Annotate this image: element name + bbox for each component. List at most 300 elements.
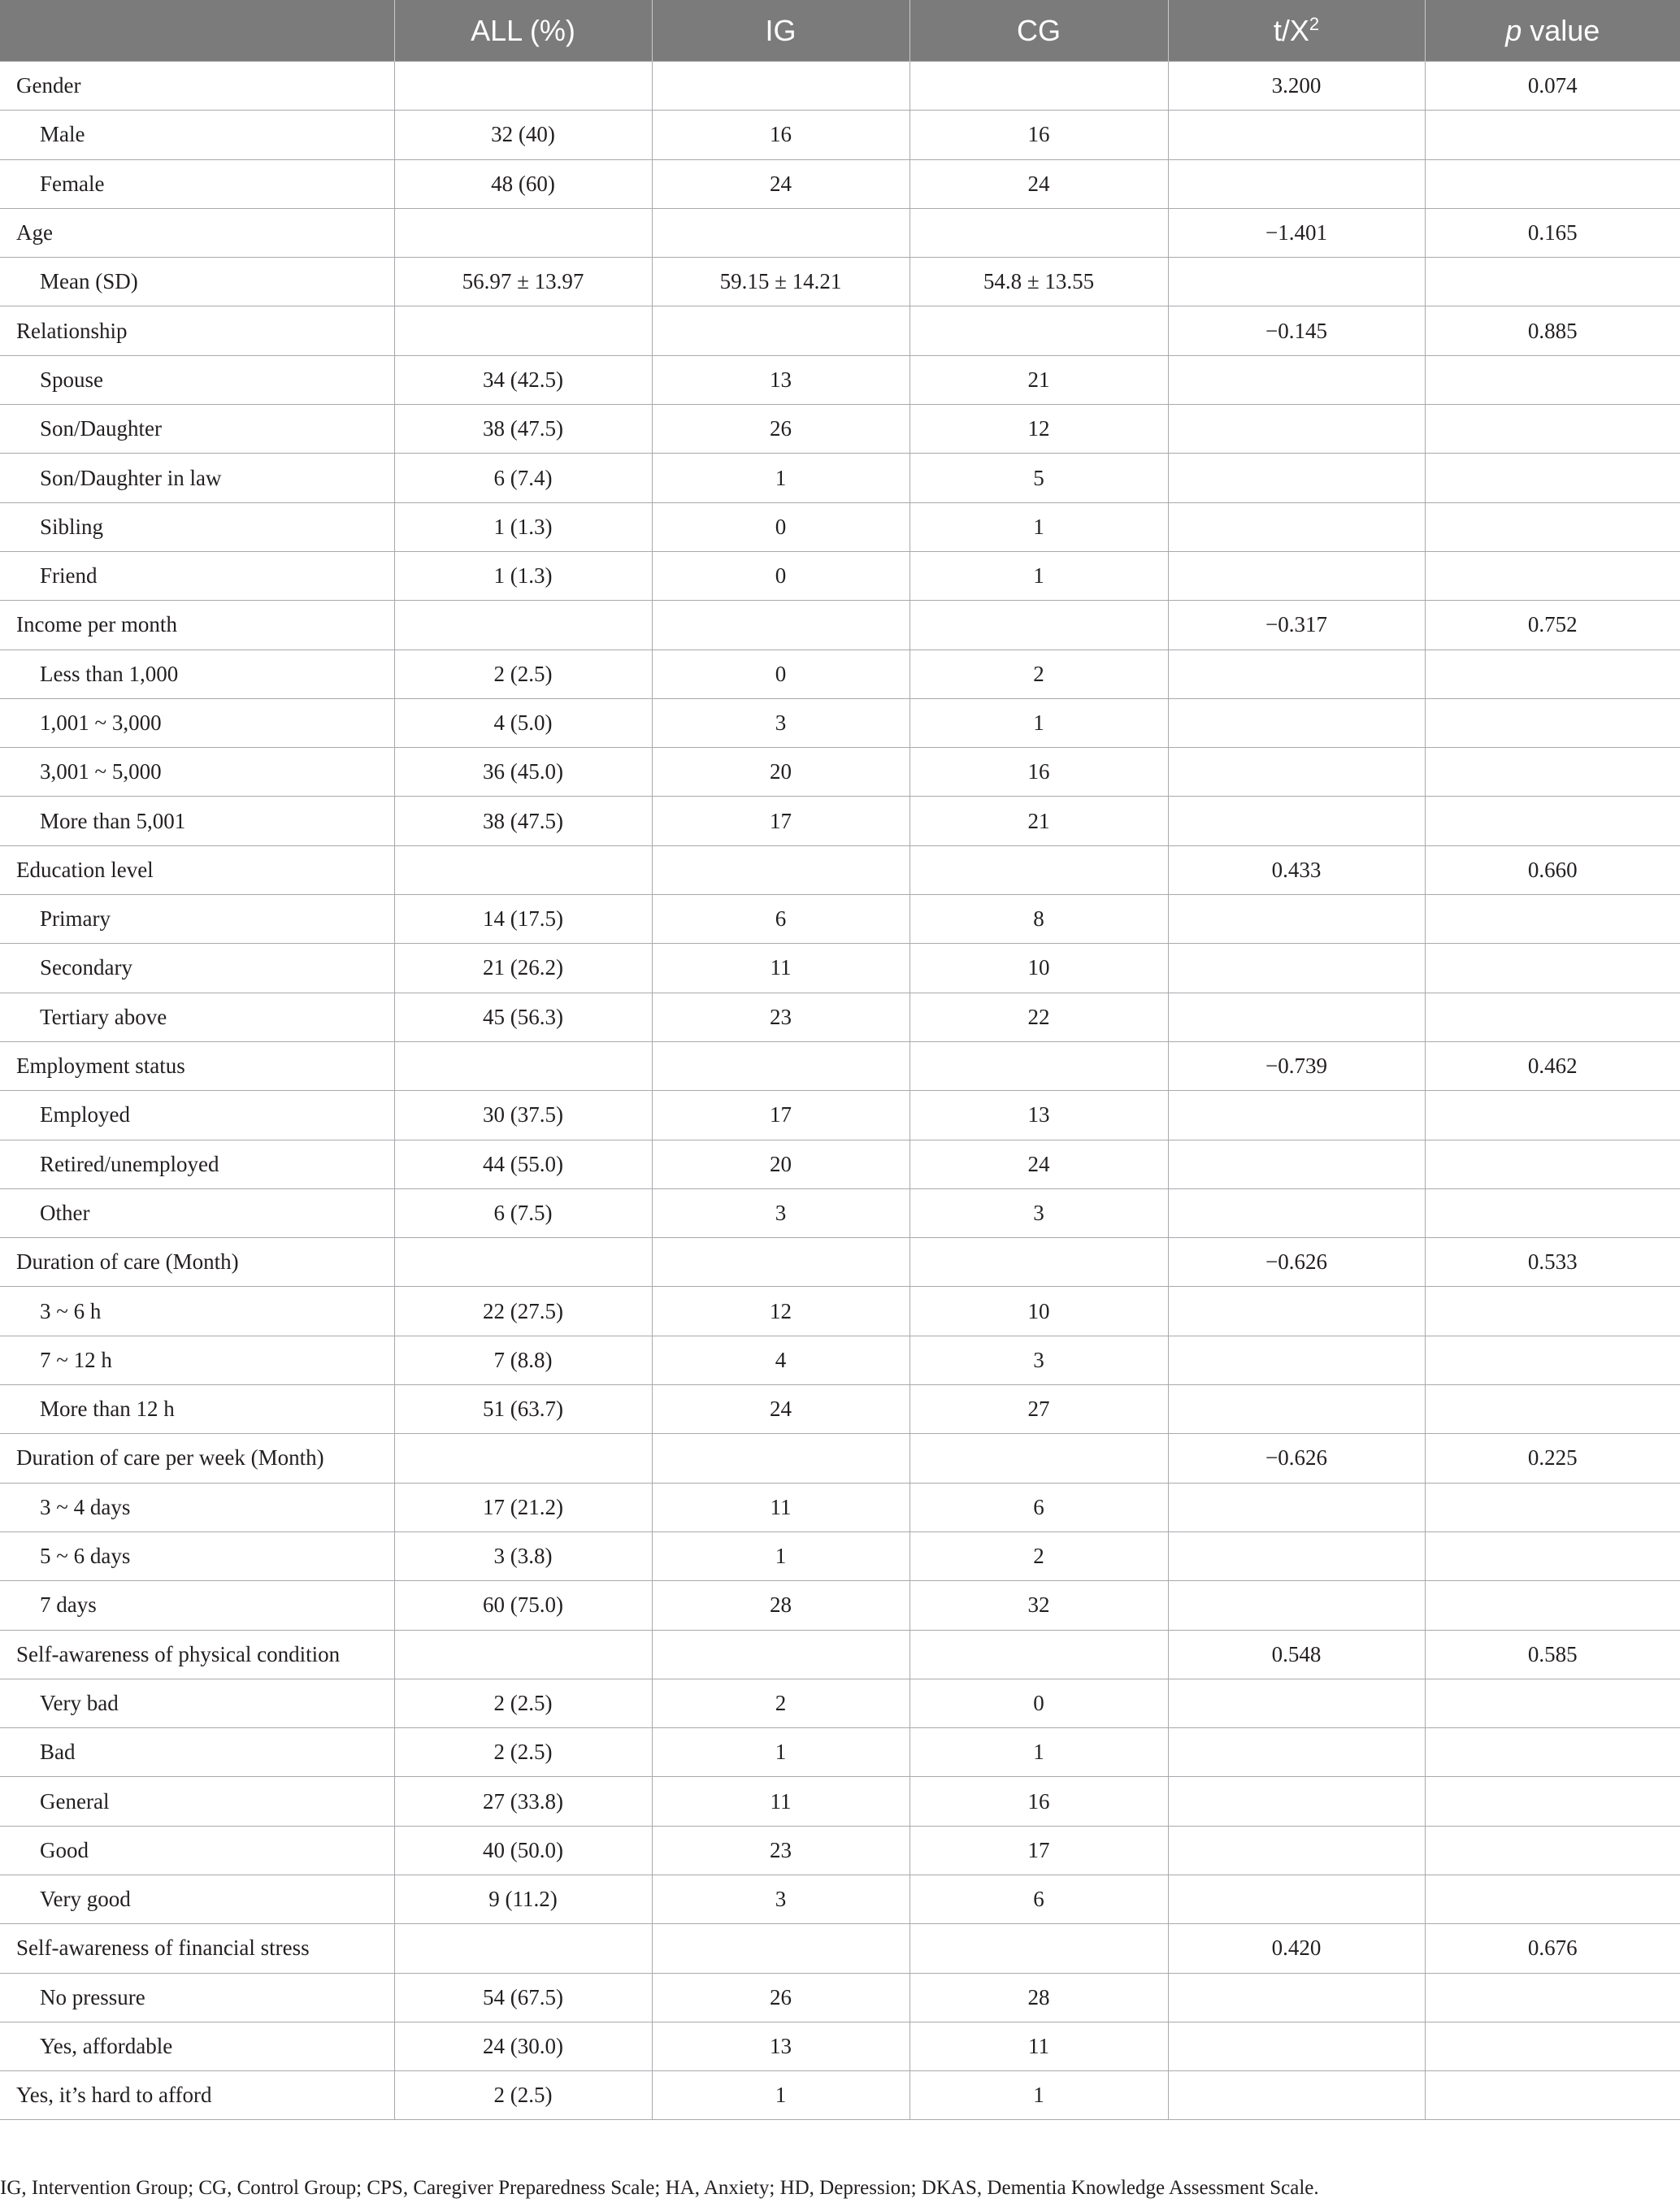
cell-p-value	[1425, 1483, 1680, 1531]
cell-test-statistic	[1168, 1336, 1425, 1384]
header-p-value	[1425, 0, 1680, 62]
table-row	[0, 62, 1680, 111]
cell-ig: 2	[652, 1679, 909, 1727]
cell-p-value	[1425, 258, 1680, 306]
cell-cg: 6	[909, 1483, 1168, 1531]
row-label: Other	[0, 1188, 394, 1237]
table-row	[0, 1188, 1680, 1237]
cell-cg: 54.8 ± 13.55	[909, 258, 1168, 306]
row-label: Income per month	[0, 601, 394, 650]
cell-all: 40 (50.0)	[394, 1826, 652, 1875]
row-label: Self-awareness of financial stress	[0, 1924, 394, 1973]
cell-all: 6 (7.5)	[394, 1188, 652, 1237]
row-label: Sibling	[0, 502, 394, 551]
cell-cg: 1	[909, 502, 1168, 551]
row-label: 3 ~ 4 days	[0, 1483, 394, 1531]
row-label: Good	[0, 1826, 394, 1875]
cell-all	[394, 1238, 652, 1287]
cell-all: 1 (1.3)	[394, 551, 652, 600]
cell-test-statistic: −0.739	[1168, 1041, 1425, 1090]
cell-p-value	[1425, 1777, 1680, 1826]
cell-test-statistic: −0.626	[1168, 1434, 1425, 1483]
cell-test-statistic	[1168, 1679, 1425, 1727]
header-test-statistic-base: t/X	[1273, 13, 1309, 47]
cell-cg: 17	[909, 1826, 1168, 1875]
cell-test-statistic	[1168, 2071, 1425, 2120]
cell-p-value	[1425, 1188, 1680, 1237]
row-label: 3 ~ 6 h	[0, 1287, 394, 1336]
table-row	[0, 1973, 1680, 2022]
cell-p-value	[1425, 1336, 1680, 1384]
cell-ig: 11	[652, 1777, 909, 1826]
row-label: Employment status	[0, 1041, 394, 1090]
cell-ig	[652, 845, 909, 894]
cell-ig: 23	[652, 1826, 909, 1875]
cell-cg: 28	[909, 1973, 1168, 2022]
cell-test-statistic	[1168, 944, 1425, 993]
cell-cg: 21	[909, 797, 1168, 845]
cell-p-value	[1425, 405, 1680, 454]
cell-ig: 1	[652, 1531, 909, 1580]
cell-ig: 1	[652, 1728, 909, 1777]
cell-all	[394, 306, 652, 355]
cell-cg	[909, 601, 1168, 650]
cell-ig	[652, 1041, 909, 1090]
table-row	[0, 1091, 1680, 1140]
cell-ig: 20	[652, 748, 909, 797]
cell-test-statistic	[1168, 1728, 1425, 1777]
row-label: Retired/unemployed	[0, 1140, 394, 1188]
cell-all: 38 (47.5)	[394, 405, 652, 454]
row-label: More than 12 h	[0, 1385, 394, 1434]
cell-test-statistic	[1168, 111, 1425, 159]
table-row	[0, 748, 1680, 797]
cell-ig: 3	[652, 698, 909, 747]
table-row	[0, 502, 1680, 551]
table-row	[0, 454, 1680, 502]
cell-ig: 23	[652, 993, 909, 1041]
cell-p-value	[1425, 454, 1680, 502]
cell-p-value: 0.225	[1425, 1434, 1680, 1483]
cell-all: 1 (1.3)	[394, 502, 652, 551]
cell-ig	[652, 306, 909, 355]
cell-p-value	[1425, 111, 1680, 159]
cell-cg: 24	[909, 159, 1168, 208]
cell-all	[394, 1434, 652, 1483]
table-row	[0, 1777, 1680, 1826]
cell-cg: 16	[909, 748, 1168, 797]
row-label: Male	[0, 111, 394, 159]
cell-test-statistic	[1168, 650, 1425, 698]
row-label: Yes, it’s hard to afford	[0, 2071, 394, 2120]
cell-p-value	[1425, 797, 1680, 845]
cell-ig: 1	[652, 2071, 909, 2120]
table-row	[0, 1875, 1680, 1923]
cell-all	[394, 62, 652, 111]
table-header	[0, 0, 1680, 62]
cell-p-value: 0.885	[1425, 306, 1680, 355]
cell-test-statistic	[1168, 698, 1425, 747]
cell-all: 30 (37.5)	[394, 1091, 652, 1140]
table-row	[0, 405, 1680, 454]
table-row	[0, 1630, 1680, 1679]
cell-test-statistic: 0.433	[1168, 845, 1425, 894]
row-label: No pressure	[0, 1973, 394, 2022]
table-row	[0, 1679, 1680, 1727]
cell-ig: 17	[652, 797, 909, 845]
cell-test-statistic	[1168, 1777, 1425, 1826]
cell-cg	[909, 1434, 1168, 1483]
cell-all	[394, 208, 652, 257]
cell-cg	[909, 1630, 1168, 1679]
table-row	[0, 2022, 1680, 2070]
table-row	[0, 355, 1680, 404]
cell-ig	[652, 1630, 909, 1679]
row-label: Relationship	[0, 306, 394, 355]
table-row	[0, 2071, 1680, 2120]
cell-cg: 13	[909, 1091, 1168, 1140]
cell-cg: 32	[909, 1581, 1168, 1630]
cell-all: 44 (55.0)	[394, 1140, 652, 1188]
cell-all: 22 (27.5)	[394, 1287, 652, 1336]
table-row	[0, 601, 1680, 650]
table-row	[0, 1924, 1680, 1973]
cell-all: 54 (67.5)	[394, 1973, 652, 2022]
header-variable	[0, 0, 394, 62]
cell-p-value	[1425, 1385, 1680, 1434]
cell-cg: 21	[909, 355, 1168, 404]
table-row	[0, 111, 1680, 159]
cell-all: 17 (21.2)	[394, 1483, 652, 1531]
cell-ig: 13	[652, 2022, 909, 2070]
cell-p-value	[1425, 551, 1680, 600]
cell-test-statistic: −1.401	[1168, 208, 1425, 257]
cell-test-statistic	[1168, 1531, 1425, 1580]
cell-p-value	[1425, 895, 1680, 944]
cell-test-statistic: 0.548	[1168, 1630, 1425, 1679]
cell-p-value	[1425, 2071, 1680, 2120]
table-row	[0, 1041, 1680, 1090]
row-label: Employed	[0, 1091, 394, 1140]
cell-p-value	[1425, 1091, 1680, 1140]
table-row	[0, 1287, 1680, 1336]
cell-cg: 3	[909, 1188, 1168, 1237]
row-label: Friend	[0, 551, 394, 600]
header-cg: CG	[909, 0, 1168, 62]
cell-p-value: 0.462	[1425, 1041, 1680, 1090]
cell-test-statistic	[1168, 258, 1425, 306]
row-label: Female	[0, 159, 394, 208]
row-label: Secondary	[0, 944, 394, 993]
header-all: ALL (%)	[394, 0, 652, 62]
cell-all: 48 (60)	[394, 159, 652, 208]
cell-cg: 1	[909, 551, 1168, 600]
table-row	[0, 698, 1680, 747]
table-row	[0, 1728, 1680, 1777]
row-label: Yes, affordable	[0, 2022, 394, 2070]
cell-p-value	[1425, 748, 1680, 797]
cell-p-value	[1425, 2022, 1680, 2070]
cell-test-statistic: 3.200	[1168, 62, 1425, 111]
table-row	[0, 1385, 1680, 1434]
cell-ig: 28	[652, 1581, 909, 1630]
cell-test-statistic	[1168, 454, 1425, 502]
table-row	[0, 258, 1680, 306]
table-row	[0, 650, 1680, 698]
table-row	[0, 1140, 1680, 1188]
row-label: Mean (SD)	[0, 258, 394, 306]
cell-all: 34 (42.5)	[394, 355, 652, 404]
cell-all: 51 (63.7)	[394, 1385, 652, 1434]
cell-test-statistic	[1168, 1385, 1425, 1434]
cell-cg: 2	[909, 1531, 1168, 1580]
cell-ig	[652, 62, 909, 111]
cell-all: 32 (40)	[394, 111, 652, 159]
cell-test-statistic	[1168, 2022, 1425, 2070]
cell-all: 2 (2.5)	[394, 1679, 652, 1727]
header-test-statistic	[1168, 0, 1425, 62]
cell-all: 38 (47.5)	[394, 797, 652, 845]
cell-ig: 3	[652, 1875, 909, 1923]
cell-p-value	[1425, 1531, 1680, 1580]
cell-test-statistic	[1168, 895, 1425, 944]
cell-p-value	[1425, 944, 1680, 993]
cell-ig: 11	[652, 1483, 909, 1531]
table-row	[0, 1531, 1680, 1580]
cell-all: 21 (26.2)	[394, 944, 652, 993]
cell-p-value	[1425, 1679, 1680, 1727]
table-row	[0, 306, 1680, 355]
cell-all	[394, 601, 652, 650]
cell-test-statistic	[1168, 797, 1425, 845]
cell-all: 60 (75.0)	[394, 1581, 652, 1630]
cell-cg: 22	[909, 993, 1168, 1041]
row-label: Duration of care per week (Month)	[0, 1434, 394, 1483]
cell-cg	[909, 62, 1168, 111]
cell-p-value	[1425, 698, 1680, 747]
table-row	[0, 1581, 1680, 1630]
row-label: Less than 1,000	[0, 650, 394, 698]
cell-p-value	[1425, 1287, 1680, 1336]
cell-all: 6 (7.4)	[394, 454, 652, 502]
cell-cg: 2	[909, 650, 1168, 698]
row-label: Son/Daughter in law	[0, 454, 394, 502]
cell-all: 56.97 ± 13.97	[394, 258, 652, 306]
header-p-letter: p	[1505, 13, 1522, 47]
cell-test-statistic	[1168, 1188, 1425, 1237]
cell-ig	[652, 1434, 909, 1483]
row-label: Spouse	[0, 355, 394, 404]
cell-all: 36 (45.0)	[394, 748, 652, 797]
row-label: Gender	[0, 62, 394, 111]
cell-all: 7 (8.8)	[394, 1336, 652, 1384]
cell-test-statistic	[1168, 159, 1425, 208]
table-row	[0, 1238, 1680, 1287]
cell-p-value: 0.533	[1425, 1238, 1680, 1287]
cell-cg	[909, 1238, 1168, 1287]
table-row	[0, 551, 1680, 600]
cell-all	[394, 1630, 652, 1679]
row-label: Self-awareness of physical condition	[0, 1630, 394, 1679]
cell-p-value	[1425, 1728, 1680, 1777]
cell-cg: 1	[909, 1728, 1168, 1777]
table-row	[0, 944, 1680, 993]
cell-ig: 3	[652, 1188, 909, 1237]
cell-test-statistic	[1168, 1287, 1425, 1336]
cell-test-statistic	[1168, 1483, 1425, 1531]
cell-p-value: 0.660	[1425, 845, 1680, 894]
row-label: Son/Daughter	[0, 405, 394, 454]
row-label: 7 days	[0, 1581, 394, 1630]
cell-all: 3 (3.8)	[394, 1531, 652, 1580]
cell-test-statistic	[1168, 405, 1425, 454]
cell-ig: 11	[652, 944, 909, 993]
cell-ig: 0	[652, 551, 909, 600]
row-label: Duration of care (Month)	[0, 1238, 394, 1287]
cell-ig: 4	[652, 1336, 909, 1384]
cell-ig: 59.15 ± 14.21	[652, 258, 909, 306]
cell-cg	[909, 1924, 1168, 1973]
cell-p-value	[1425, 355, 1680, 404]
header-row	[0, 0, 1680, 62]
row-label: 7 ~ 12 h	[0, 1336, 394, 1384]
cell-ig	[652, 601, 909, 650]
cell-all	[394, 845, 652, 894]
cell-all: 2 (2.5)	[394, 1728, 652, 1777]
cell-ig: 26	[652, 405, 909, 454]
row-label: 5 ~ 6 days	[0, 1531, 394, 1580]
cell-all: 45 (56.3)	[394, 993, 652, 1041]
cell-test-statistic: −0.145	[1168, 306, 1425, 355]
cell-ig: 17	[652, 1091, 909, 1140]
table-row	[0, 1434, 1680, 1483]
cell-ig: 1	[652, 454, 909, 502]
row-label: General	[0, 1777, 394, 1826]
cell-cg: 8	[909, 895, 1168, 944]
row-label: Very bad	[0, 1679, 394, 1727]
cell-cg: 1	[909, 2071, 1168, 2120]
row-label: Primary	[0, 895, 394, 944]
cell-ig	[652, 1924, 909, 1973]
cell-all: 4 (5.0)	[394, 698, 652, 747]
cell-cg: 0	[909, 1679, 1168, 1727]
cell-ig: 12	[652, 1287, 909, 1336]
cell-test-statistic	[1168, 993, 1425, 1041]
cell-cg: 24	[909, 1140, 1168, 1188]
table-row	[0, 895, 1680, 944]
cell-cg: 16	[909, 1777, 1168, 1826]
cell-all: 24 (30.0)	[394, 2022, 652, 2070]
row-label: Tertiary above	[0, 993, 394, 1041]
cell-cg: 10	[909, 1287, 1168, 1336]
cell-all	[394, 1041, 652, 1090]
table-row	[0, 159, 1680, 208]
cell-p-value	[1425, 1826, 1680, 1875]
cell-p-value: 0.752	[1425, 601, 1680, 650]
table-row	[0, 845, 1680, 894]
cell-cg: 1	[909, 698, 1168, 747]
cell-p-value	[1425, 159, 1680, 208]
table-body	[0, 62, 1680, 2120]
cell-ig: 0	[652, 650, 909, 698]
cell-p-value	[1425, 1581, 1680, 1630]
cell-ig: 26	[652, 1973, 909, 2022]
cell-ig: 20	[652, 1140, 909, 1188]
table-row	[0, 993, 1680, 1041]
cell-test-statistic: 0.420	[1168, 1924, 1425, 1973]
cell-cg: 3	[909, 1336, 1168, 1384]
cell-test-statistic	[1168, 1973, 1425, 2022]
cell-all: 2 (2.5)	[394, 650, 652, 698]
cell-test-statistic	[1168, 1091, 1425, 1140]
table-footnote: IG, Intervention Group; CG, Control Group; CPS, Caregiver Preparedness Scale; HA, Anxiety; HD, Depression; DKAS, Dementia Knowledge Assessment Scale.	[0, 2177, 1319, 2199]
cell-p-value	[1425, 993, 1680, 1041]
cell-p-value: 0.676	[1425, 1924, 1680, 1973]
cell-p-value	[1425, 650, 1680, 698]
cell-cg	[909, 845, 1168, 894]
header-ig: IG	[652, 0, 909, 62]
cell-test-statistic	[1168, 1826, 1425, 1875]
cell-p-value	[1425, 502, 1680, 551]
cell-ig: 24	[652, 159, 909, 208]
cell-ig: 6	[652, 895, 909, 944]
cell-test-statistic	[1168, 1875, 1425, 1923]
cell-cg	[909, 208, 1168, 257]
cell-cg: 16	[909, 111, 1168, 159]
cell-ig: 0	[652, 502, 909, 551]
cell-test-statistic: −0.317	[1168, 601, 1425, 650]
cell-cg: 6	[909, 1875, 1168, 1923]
row-label: 1,001 ~ 3,000	[0, 698, 394, 747]
table-row	[0, 1336, 1680, 1384]
cell-cg: 10	[909, 944, 1168, 993]
row-label: Education level	[0, 845, 394, 894]
cell-p-value	[1425, 1875, 1680, 1923]
cell-all: 2 (2.5)	[394, 2071, 652, 2120]
cell-test-statistic	[1168, 551, 1425, 600]
cell-test-statistic	[1168, 748, 1425, 797]
row-label: Bad	[0, 1728, 394, 1777]
cell-test-statistic	[1168, 1581, 1425, 1630]
table-row	[0, 208, 1680, 257]
cell-test-statistic	[1168, 355, 1425, 404]
header-test-statistic-superscript: 2	[1309, 13, 1320, 34]
cell-ig: 24	[652, 1385, 909, 1434]
cell-test-statistic	[1168, 1140, 1425, 1188]
cell-ig	[652, 208, 909, 257]
cell-test-statistic	[1168, 502, 1425, 551]
cell-ig	[652, 1238, 909, 1287]
cell-cg	[909, 306, 1168, 355]
cell-cg	[909, 1041, 1168, 1090]
cell-test-statistic: −0.626	[1168, 1238, 1425, 1287]
cell-ig: 13	[652, 355, 909, 404]
table-row	[0, 797, 1680, 845]
cell-p-value: 0.585	[1425, 1630, 1680, 1679]
cell-p-value	[1425, 1140, 1680, 1188]
cell-all: 14 (17.5)	[394, 895, 652, 944]
row-label: Age	[0, 208, 394, 257]
cell-p-value: 0.074	[1425, 62, 1680, 111]
cell-p-value	[1425, 1973, 1680, 2022]
row-label: 3,001 ~ 5,000	[0, 748, 394, 797]
cell-all: 27 (33.8)	[394, 1777, 652, 1826]
table-row	[0, 1826, 1680, 1875]
row-label: More than 5,001	[0, 797, 394, 845]
cell-all	[394, 1924, 652, 1973]
cell-cg: 11	[909, 2022, 1168, 2070]
header-p-value-rest: value	[1522, 13, 1600, 47]
